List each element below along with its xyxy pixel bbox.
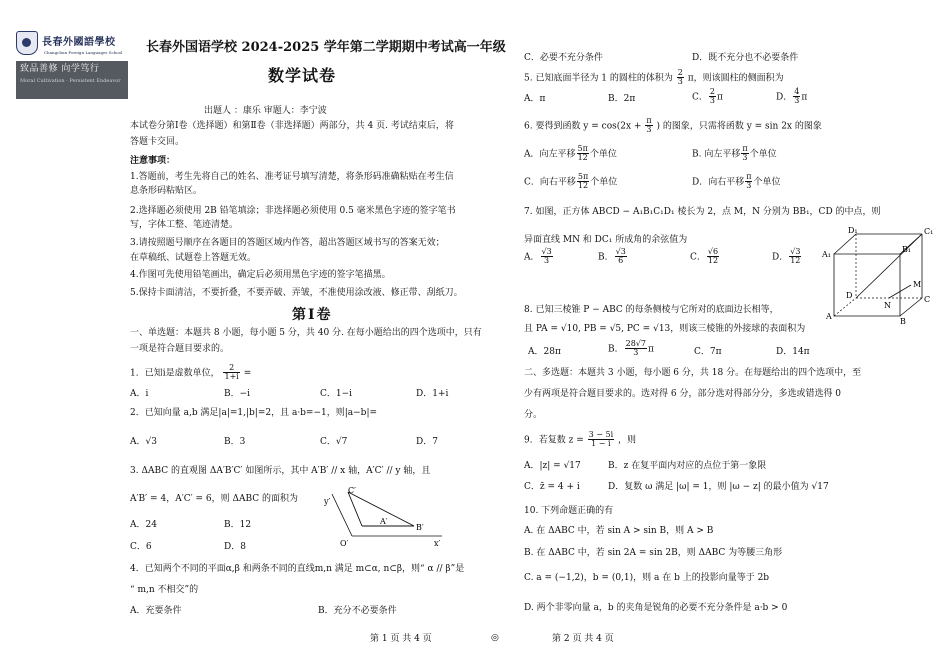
question-2: 2．已知向量 a,b 满足|a|=1,|b|=2，且 a·b=−1，则|a−b|=	[130, 408, 378, 418]
note-line: 4.作图可先使用铅笔画出，确定后必须用黑色字迹的签字笔描黑。	[130, 270, 391, 280]
note-line: 写，字体工整、笔迹清楚。	[130, 220, 239, 230]
q6-stem-a: 6. 要得到函数 y = cos(2x +	[524, 121, 642, 132]
q8-option-d: D．14π	[776, 347, 810, 357]
note-line: 3.请按照题号顺序在各题目的答题区域内作答，超出答题区域书写的答案无效；	[130, 238, 445, 248]
note-line: 息条形码粘贴区。	[130, 186, 203, 196]
logo-motto: 致品善修 向学笃行	[20, 64, 100, 74]
right-page	[518, 0, 950, 640]
q4-option-d: D．既不充分也不必要条件	[692, 53, 799, 63]
q1-option-b: B．−i	[224, 389, 251, 399]
q3-label-x: x′	[434, 539, 441, 548]
q6-option-c: C．向右平移 $\frac{5\pi}{12}$ 个单位	[524, 172, 618, 191]
logo-name-en: Changchun Foreign Languages School	[44, 50, 123, 55]
q9-option-d: D．复数 ω 满足 |ω| = 1，则 |ω − z| 的最小值为 √17	[608, 482, 829, 492]
q7-option-a: A． $\frac{√3}{3}$	[524, 247, 552, 266]
section-1-instr-1: 一、单选题：本题共 8 小题，每小题 5 分，共 40 分. 在每小题给出的四个选项中，只有	[130, 328, 482, 338]
q5-option-a: A．π	[524, 94, 546, 104]
q3-option-a: A．24	[130, 520, 157, 530]
q1-fraction: $\frac{2}{1+i}$	[224, 363, 239, 382]
footer-page-right: 第 2 页 共 4 页	[552, 634, 614, 644]
q7-label-d: D	[846, 291, 853, 300]
q8-option-a: A．28π	[528, 347, 561, 357]
q3-label-o: O′	[340, 539, 349, 548]
section-2-line-2: 少有两项是符合题目要求的。选对得 6 分，部分选对得部分分，多选或错选得 0	[524, 389, 842, 399]
q7-option-d: D． $\frac{√3}{12}$	[772, 247, 801, 266]
q1-option-d: D．1+i	[416, 389, 449, 399]
authors-line: 出题人 ：康乐 审题人：李宁波	[204, 106, 327, 116]
q7-label-b: B	[900, 317, 906, 324]
q3-label-y: y′	[324, 497, 331, 506]
q9-stem-b: ，则	[618, 435, 637, 446]
notice-title: 注意事项：	[130, 156, 176, 166]
logo-motto-en: Moral Cultivation · Persistent Endeavor	[20, 78, 121, 85]
q3-option-b: B．12	[224, 520, 252, 530]
q6-fraction: $\frac{\pi}{3}$	[646, 116, 652, 135]
q7-label-d1: D₁	[848, 226, 858, 235]
exam-subtitle: 数学试卷	[268, 66, 337, 85]
q7-label-c: C	[924, 295, 931, 304]
q5-option-d: D． $\frac{4}{3}$ π	[776, 87, 808, 106]
q5-stem-a: 5. 已知底面半径为 1 的圆柱的体积为	[524, 73, 673, 84]
q4-option-b: B．充分不必要条件	[318, 606, 397, 616]
q1-eq: =	[243, 368, 252, 379]
section-2-line-3: 分。	[524, 410, 543, 420]
note-line: 2.选择题必须使用 2B 铅笔填涂；非选择题必须使用 0.5 毫米黑色字迹的签字笔书	[130, 206, 456, 216]
q8-option-c: C．7π	[694, 347, 722, 357]
question-3-line-2: A′B′ = 4，A′C′ = 6，则 ΔABC 的面积为	[130, 494, 299, 504]
q6-option-d: D．向右平移 $\frac{\pi}{3}$ 个单位	[692, 172, 781, 191]
question-6	[524, 117, 822, 135]
q9-option-b: B．z 在复平面内对应的点位于第一象限	[608, 461, 767, 471]
logo-name: 長春外國語學校	[42, 36, 116, 48]
q7-option-c: C． $\frac{√6}{12}$	[690, 247, 719, 266]
q6-option-b: B. 向左平移 $\frac{\pi}{3}$ 个单位	[692, 144, 777, 163]
question-8-line-2: 且 PA = √10, PB = √5, PC = √13，则该三棱锥的外接球的表面积为	[524, 324, 806, 334]
question-7-line-1: 7. 如图，正方体 ABCD − A₁B₁C₁D₁ 棱长为 2，点 M，N 分别为 BB₁，CD 的中点，则	[524, 207, 881, 217]
q9-stem-a: 9．若复数 z =	[524, 435, 584, 446]
section-1-title: 第Ⅰ卷	[292, 307, 333, 323]
q6-stem-b: ) 的图象，只需将函数 y = sin 2x 的图象	[656, 121, 822, 132]
q9-option-c: C．z̄ = 4 + i	[524, 482, 580, 492]
q6-option-a: A．向左平移 $\frac{5\pi}{12}$ 个单位	[524, 144, 617, 163]
q1-stem: 1．已知i是虚数单位，	[130, 368, 220, 379]
q2-option-a: A．√3	[130, 437, 157, 447]
q10-option-c: C. a = (−1,2)，b = (0,1)，则 a 在 b 上的投影向量等于 2b	[524, 573, 770, 583]
q5-stem-b: π，则该圆柱的侧面积为	[687, 73, 784, 84]
q2-option-c: C．√7	[320, 437, 348, 447]
q7-label-n: N	[884, 301, 891, 310]
q1-option-c: C．1−i	[320, 389, 353, 399]
q5-fraction: $\frac{2}{3}$	[677, 68, 683, 87]
question-5	[524, 69, 784, 87]
q7-label-m: M	[913, 280, 922, 289]
note-line: 5.保持卡面清洁，不要折叠，不要弄破、弄皱，不准使用涂改液、修正带、刮纸刀。	[130, 288, 463, 298]
q7-label-a: A	[826, 312, 832, 321]
question-7-line-2: 异面直线 MN 和 DC₁ 所成角的余弦值为	[524, 235, 688, 245]
exam-title: 长春外国语学校 2024-2025 学年第二学期期中考试高一年级	[146, 40, 506, 55]
q3-label-a: A′	[380, 517, 388, 526]
q5-option-c: C． $\frac{2}{3}$ π	[692, 87, 723, 106]
q8-option-b: B． $\frac{28√7}{3}$ π	[608, 339, 654, 358]
note-line: 在草稿纸、试题卷上答题无效。	[130, 253, 257, 263]
q2-option-b: B．3	[224, 437, 246, 447]
section-2-line-1: 二、多选题：本题共 3 小题，每小题 6 分，共 18 分。在每题给出的四个选项中，至	[524, 368, 862, 378]
question-9	[524, 431, 636, 449]
q3-option-d: D．8	[224, 542, 246, 552]
q3-label-b: B′	[416, 523, 424, 532]
question-1	[130, 364, 251, 382]
q7-cube-figure	[820, 226, 946, 324]
note-line: 1.答题前，考生先将自己的姓名、准考证号填写清楚，将条形码准确粘贴在考生信	[130, 172, 454, 182]
q3-figure	[322, 484, 446, 554]
intro-line-2: 答题卡交回。	[130, 137, 185, 147]
q9-fraction: $\frac{3 - 5i}{1 - i}$	[588, 430, 614, 449]
q10-option-d: D. 两个非零向量 a，b 的夹角是锐角的必要不充分条件是 a·b > 0	[524, 603, 788, 613]
question-3-line-1: 3. ΔABC 的直观图 ΔA′B′C′ 如图所示，其中 A′B′ // x 轴，A′C′ // y 轴，且	[130, 466, 431, 476]
footer-page-left: 第 1 页 共 4 页	[370, 634, 432, 644]
question-4-line-2: “ m,n 不相交”的	[130, 585, 199, 595]
q4-option-a: A．充要条件	[130, 606, 182, 616]
school-crest-icon	[16, 31, 38, 55]
q3-option-c: C．6	[130, 542, 152, 552]
q7-label-a1: A₁	[822, 250, 831, 259]
intro-line-1: 本试卷分第Ⅰ卷（选择题）和第Ⅱ卷（非选择题）两部分，共 4 页. 考试结束后，将	[130, 121, 454, 131]
question-8-line-1: 8. 已知三棱锥 P − ABC 的每条侧棱与它所对的底面边长相等，	[524, 305, 779, 315]
q10-option-a: A. 在 ΔABC 中，若 sin A > sin B，则 A > B	[524, 526, 714, 536]
school-logo	[16, 28, 128, 100]
q7-label-b1: B₁	[902, 245, 912, 254]
question-4-line-1: 4．已知两个不同的平面α,β 和两条不同的直线m,n 满足 m⊂α, n⊂β，则“ α // β”是	[130, 564, 465, 574]
q10-option-b: B. 在 ΔABC 中，若 sin 2A = sin 2B，则 ΔABC 为等腰三角形	[524, 548, 783, 558]
section-1-instr-2: 一项是符合题目要求的。	[130, 344, 230, 354]
q2-option-d: D．7	[416, 437, 438, 447]
q5-option-b: B．2π	[608, 94, 636, 104]
q3-label-c: C′	[348, 486, 356, 495]
q4-option-c: C．必要不充分条件	[524, 53, 603, 63]
q7-option-b: B． $\frac{√3}{6}$	[598, 247, 626, 266]
q1-option-a: A．i	[130, 389, 149, 399]
question-10: 10. 下列命题正确的有	[524, 506, 614, 516]
q7-label-c1: C₁	[924, 227, 934, 236]
footer-mark-icon: ◎	[491, 633, 499, 643]
q9-option-a: A．|z| = √17	[524, 461, 581, 471]
